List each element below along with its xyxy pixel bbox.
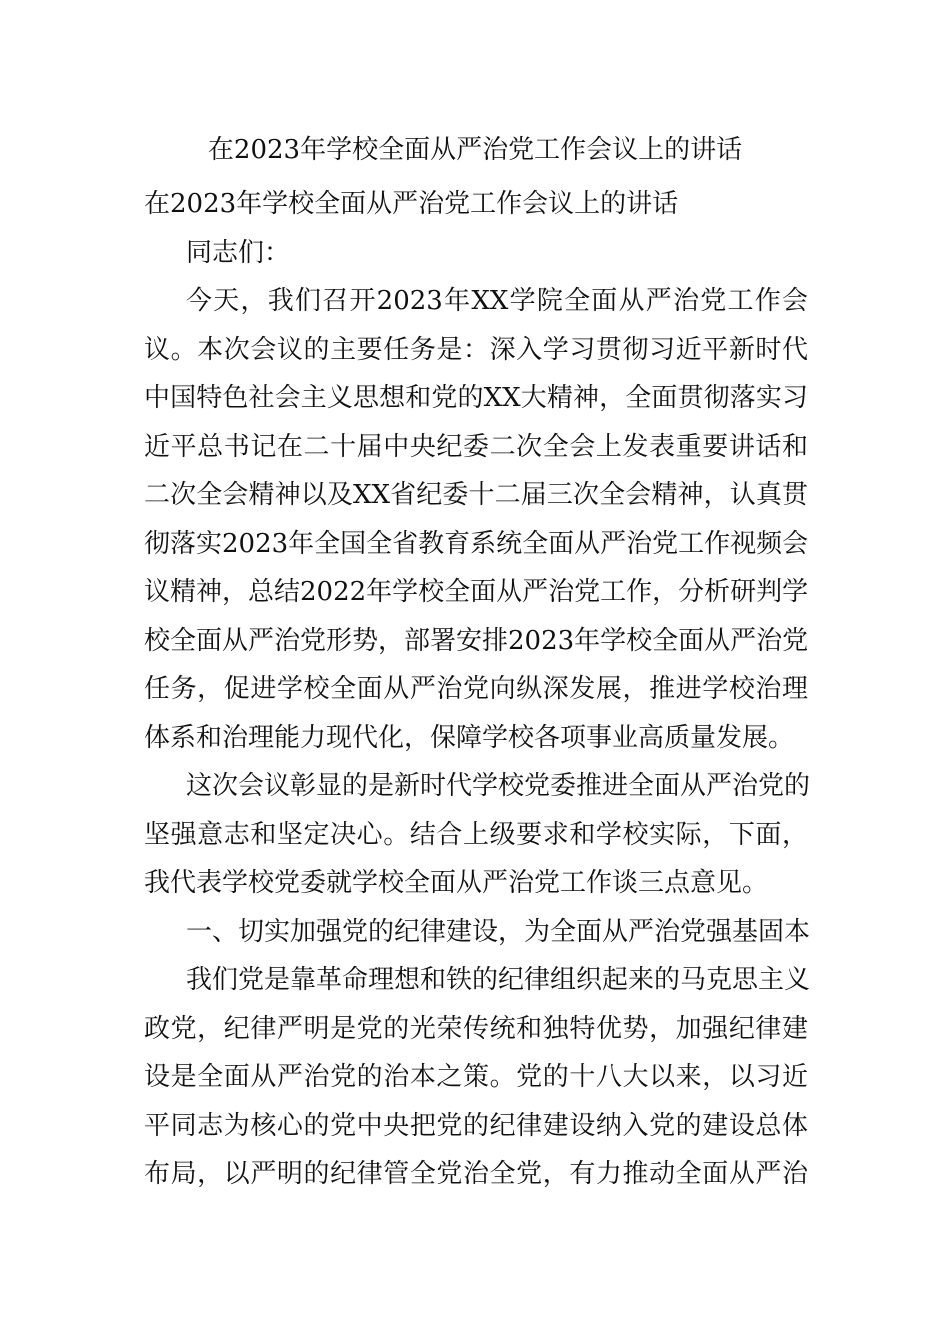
paragraph-line: 近平总书记在二十届中央纪委二次全会上发表重要讲话和 [144, 431, 808, 462]
paragraph-2 [144, 762, 811, 908]
salutation: 同志们： [186, 237, 291, 268]
paragraph-line: 政党，纪律严明是党的光荣传统和独特优势，加强纪律建 [144, 1013, 808, 1044]
paragraph-line: 议。本次会议的主要任务是：深入学习贯彻习近平新时代 [144, 334, 808, 365]
paragraph-line: 彻落实2023年全国全省教育系统全面从严治党工作视频会 [144, 528, 809, 559]
paragraph-line: 坚强意志和坚定决心。结合上级要求和学校实际，下面， [144, 819, 808, 850]
paragraph-line: 平同志为核心的党中央把党的纪律建设纳入党的建设总体 [144, 1110, 808, 1141]
document-body [144, 180, 811, 1199]
paragraph-line: 议精神，总结2022年学校全面从严治党工作，分析研判学 [144, 577, 809, 607]
paragraph-line: 任务，促进学校全面从严治党向纵深发展，推进学校治理 [144, 674, 808, 704]
paragraph-line: 我们党是靠革命理想和铁的纪律组织起来的马克思主义 [186, 965, 811, 995]
paragraph-line: 今天，我们召开2023年XX学院全面从严治党工作会 [186, 286, 808, 316]
paragraph-line: 二次全会精神以及XX省纪委十二届三次全会精神，认真贯 [144, 480, 808, 510]
paragraph-line: 校全面从严治党形势，部署安排2023年学校全面从严治党 [144, 625, 809, 656]
document-title: 在2023年学校全面从严治党工作会议上的讲话 [207, 135, 743, 165]
section-heading: 一、切实加强党的纪律建设，为全面从严治党强基固本 [186, 916, 811, 947]
paragraph-line: 这次会议彰显的是新时代学校党委推进全面从严治党的 [186, 771, 811, 801]
document-subtitle: 在2023年学校全面从严治党工作会议上的讲话 [144, 189, 679, 219]
paragraph-1 [144, 277, 808, 762]
paragraph-line: 体系和治理能力现代化，保障学校各项事业高质量发展。 [144, 722, 795, 753]
paragraph-line: 中国特色社会主义思想和党的XX大精神，全面贯彻落实习 [144, 383, 808, 413]
paragraph-line: 我代表学校党委就学校全面从严治党工作谈三点意见。 [144, 868, 769, 898]
paragraph-line: 设是全面从严治党的治本之策。党的十八大以来，以习近 [144, 1062, 808, 1092]
paragraph-line: 布局，以严明的纪律管全党治全党，有力推动全面从严治 [144, 1159, 808, 1189]
paragraph-3 [144, 956, 811, 1199]
